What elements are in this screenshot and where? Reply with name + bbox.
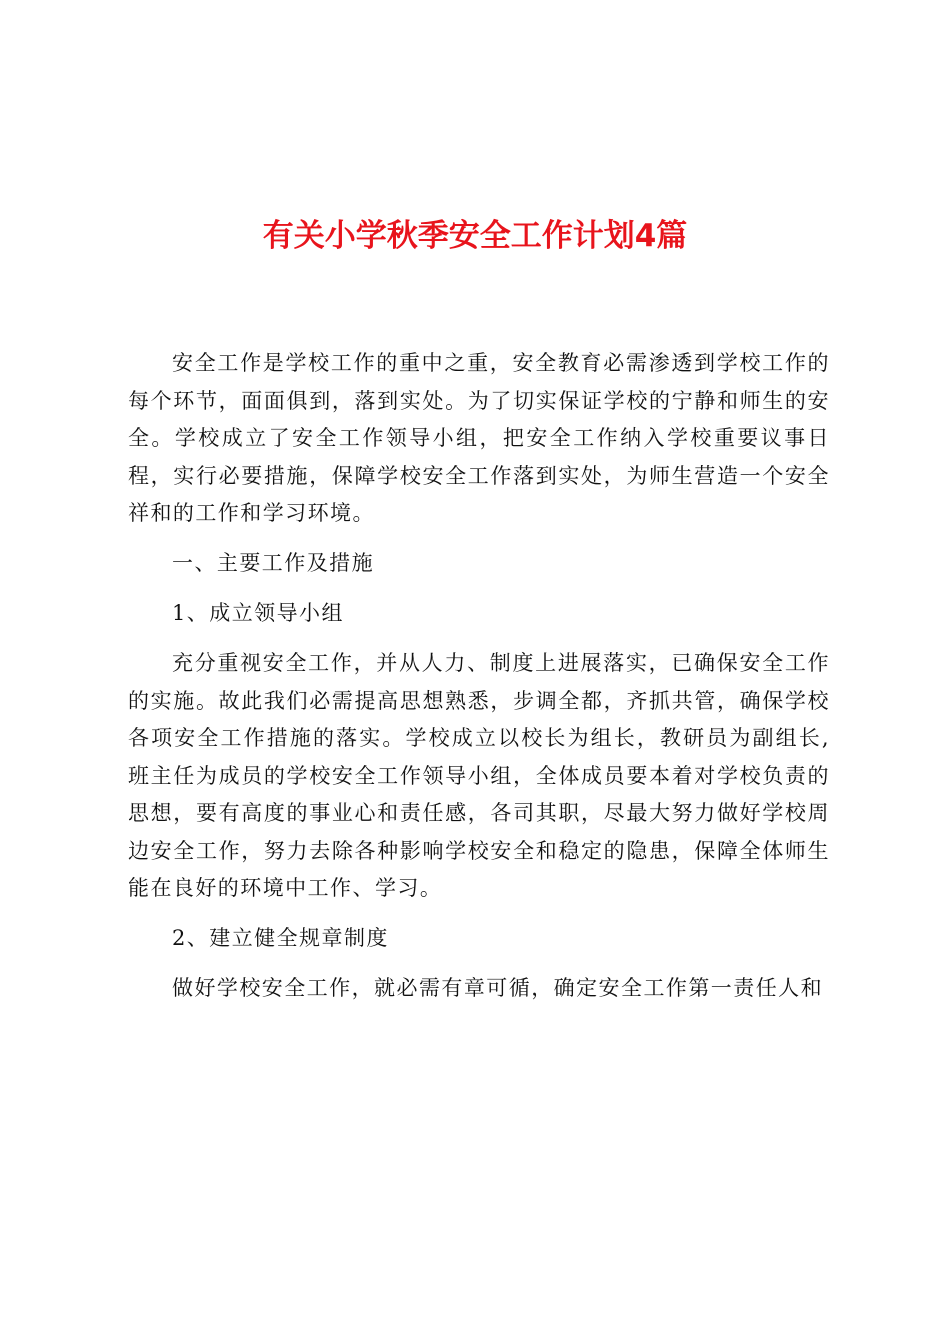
- subsection-heading-rules: 2、建立健全规章制度: [172, 926, 389, 950]
- section-heading-main-work: 一、主要工作及措施: [172, 551, 375, 575]
- document-title: 有关小学秋季安全工作计划4篇: [262, 218, 688, 254]
- subsection-heading-leadership: 1、成立领导小组: [172, 601, 344, 625]
- document-body: [128, 345, 830, 1020]
- paragraph-intro: 安全工作是学校工作的重中之重，安全教育必需渗透到学校工作的每个环节，面面俱到，落到实处。为了切实保证学校的宁静和师生的安全。学校成立了安全工作领导小组，把安全工作纳入学校重要议事日程，实行必要措施，保障学校安全工作落到实处，为师生营造一个安全祥和的工作和学习环境。: [128, 351, 830, 525]
- paragraph-leadership: 充分重视安全工作，并从人力、制度上进展落实，已确保安全工作的实施。故此我们必需提高思想熟悉，步调全都，齐抓共管，确保学校各项安全工作措施的落实。学校成立以校长为组长，教研员为副组长,班主任为成员的学校安全工作领导小组，全体成员要本着对学校负责的思想，要有高度的事业心和责任感，各司其职，尽最大努力做好学校周边安全工作，努力去除各种影响学校安全和稳定的隐患，保障全体师生能在良好的环境中工作、学习。: [128, 651, 830, 900]
- paragraph-rules: 做好学校安全工作，就必需有章可循，确定安全工作第一责任人和: [172, 976, 824, 1000]
